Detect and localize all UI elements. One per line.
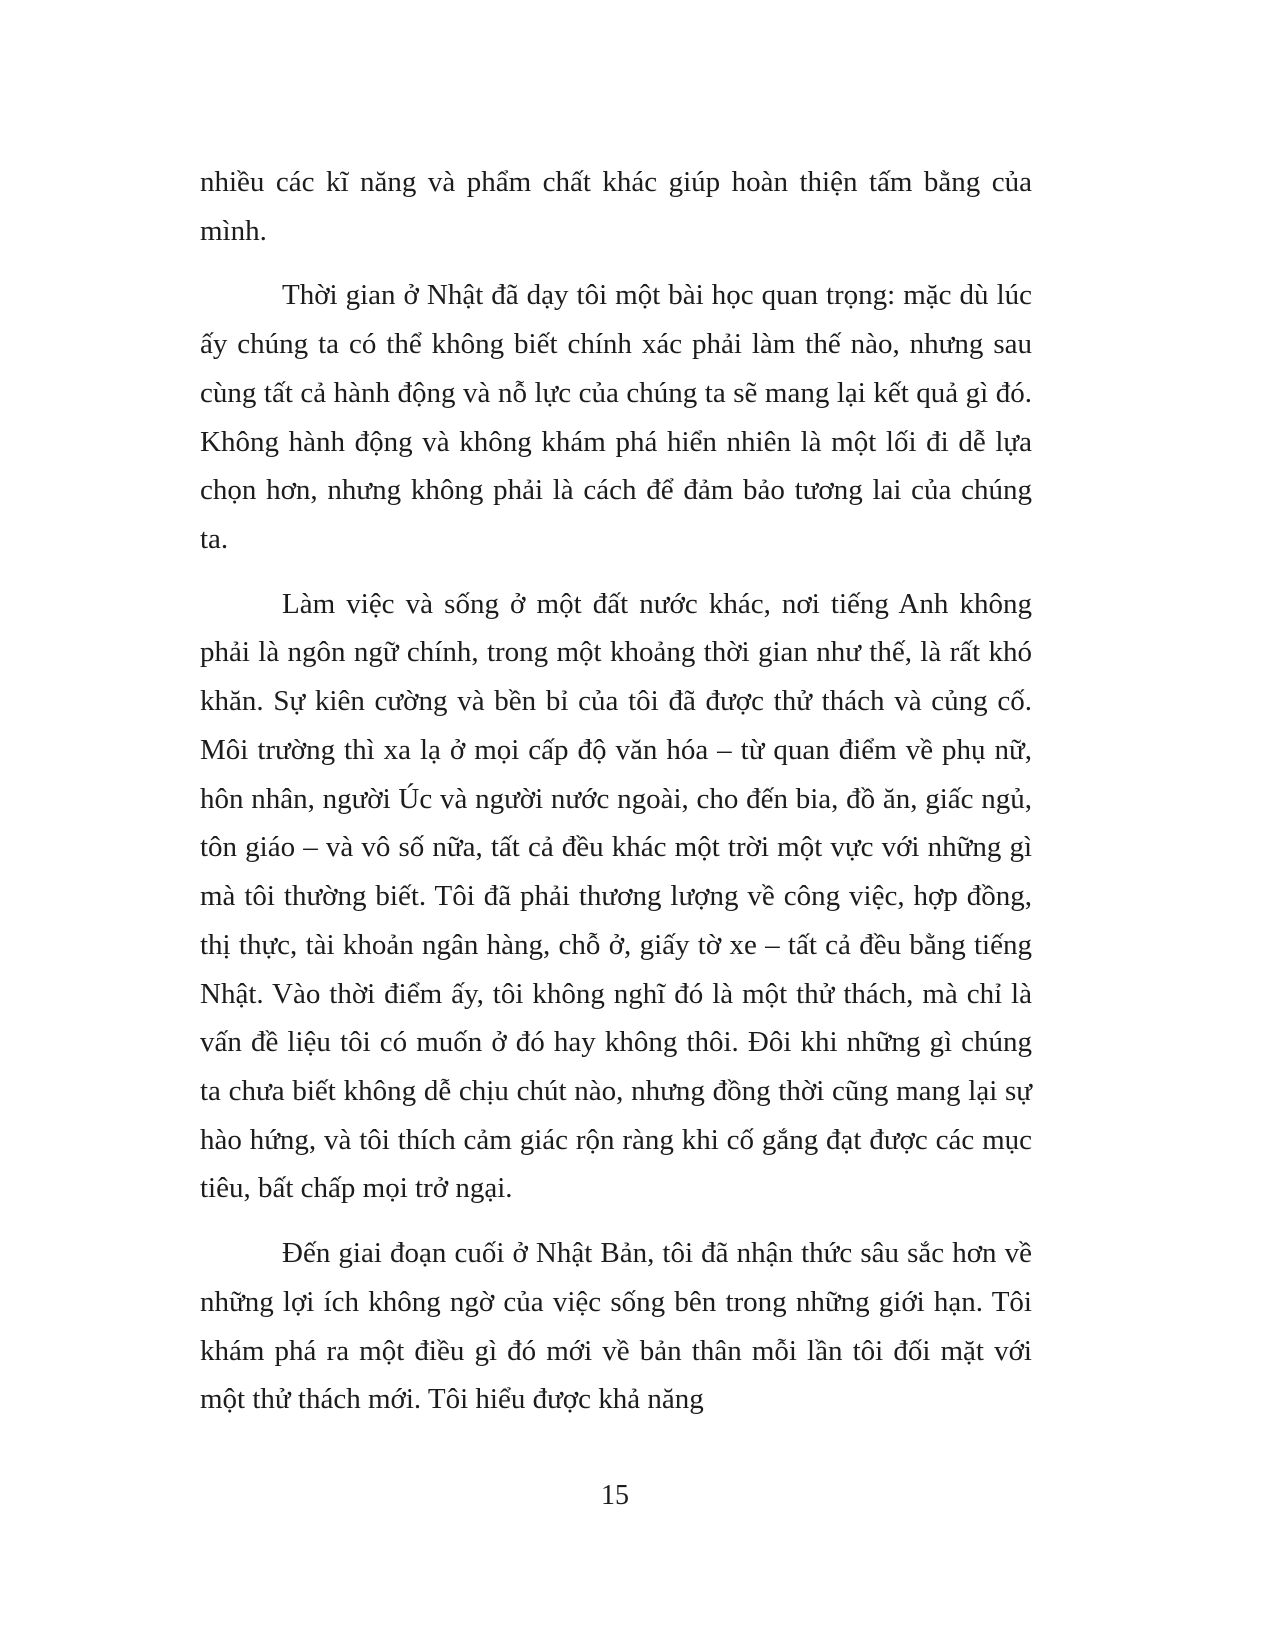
page-number: 15 [601,1480,629,1511]
paragraph: Thời gian ở Nhật đã dạy tôi một bài học quan trọng: mặc dù lúc ấy chúng ta có thể không biết chính xác phải làm thế nào, nhưng sau cùng tất cả hành động và nỗ lực của chúng ta sẽ mang lại kết quả gì đó. Không hành động và không khám phá hiển nhiên là một lối đi dễ lựa chọn hơn, nhưng không phải là cách để đảm bảo tương lai của chúng ta. [200,279,1032,556]
paragraph: Đến giai đoạn cuối ở Nhật Bản, tôi đã nhận thức sâu sắc hơn về những lợi ích không ngờ của việc sống bên trong những giới hạn. Tôi khám phá ra một điều gì đó mới về bản thân mỗi lần tôi đối mặt với một thử thách mới. Tôi hiểu được khả năng [200,1237,1032,1416]
paragraph: Làm việc và sống ở một đất nước khác, nơi tiếng Anh không phải là ngôn ngữ chính, trong một khoảng thời gian như thế, là rất khó khăn. Sự kiên cường và bền bỉ của tôi đã được thử thách và củng cố. Môi trường thì xa lạ ở mọi cấp độ văn hóa – từ quan điểm về phụ nữ, hôn nhân, người Úc và người nước ngoài, cho đến bia, đồ ăn, giấc ngủ, tôn giáo – và vô số nữa, tất cả đều khác một trời một vực với những gì mà tôi thường biết. Tôi đã phải thương lượng về công việc, hợp đồng, thị thực, tài khoản ngân hàng, chỗ ở, giấy tờ xe – tất cả đều bằng tiếng Nhật. Vào thời điểm ấy, tôi không nghĩ đó là một thử thách, mà chỉ là vấn đề liệu tôi có muốn ở đó hay không thôi. Đôi khi những gì chúng ta chưa biết không dễ chịu chút nào, nhưng đồng thời cũng mang lại sự hào hứng, và tôi thích cảm giác rộn ràng khi cố gắng đạt được các mục tiêu, bất chấp mọi trở ngại. [200,587,1032,1205]
body-text [200,158,1032,1440]
paragraph-continuation: nhiều các kĩ năng và phẩm chất khác giúp hoàn thiện tấm bằng của mình. [200,166,1032,247]
